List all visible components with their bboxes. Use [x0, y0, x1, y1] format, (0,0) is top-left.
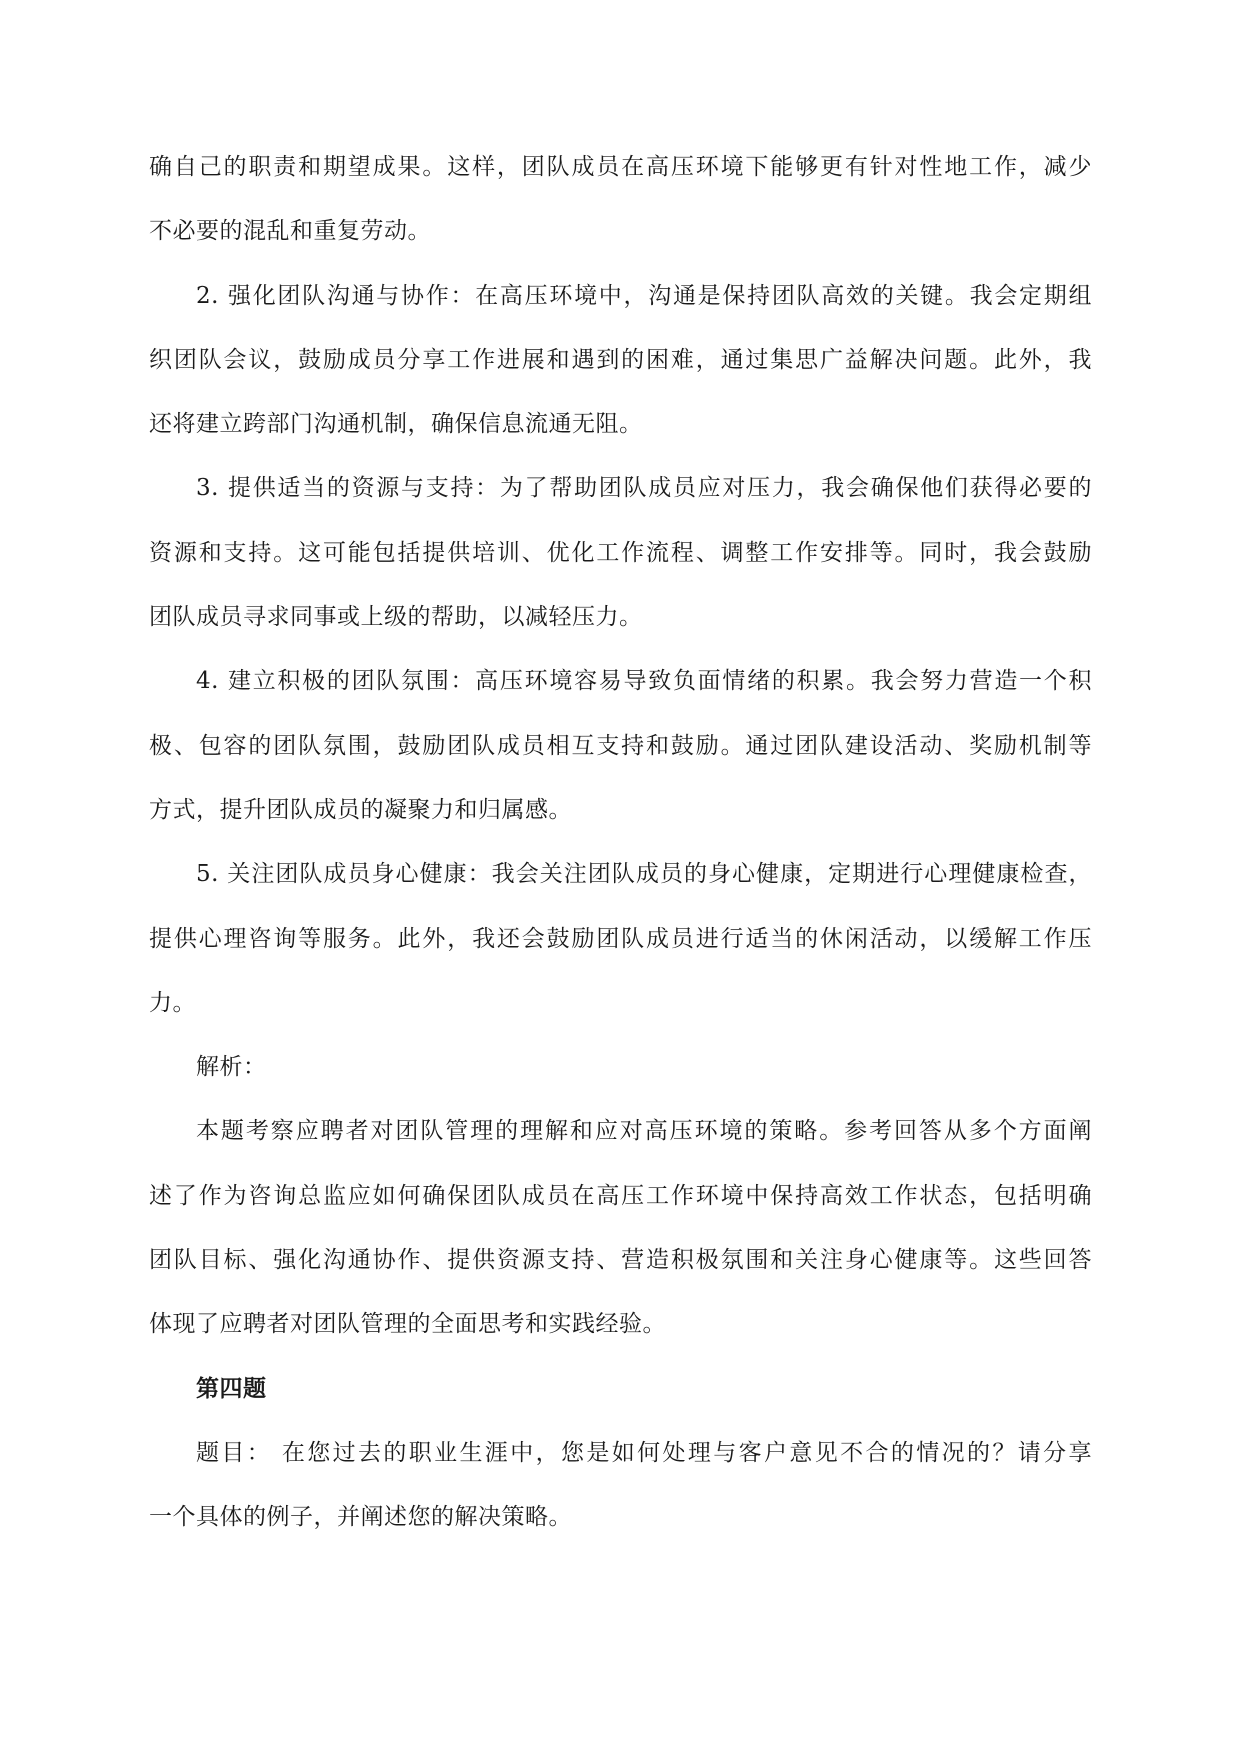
list-item-5-line: 5. 关注团队成员身心健康：我会关注团队成员的身心健康，定期进行心理健康检查，: [196, 861, 1092, 888]
section-heading: 第四题: [196, 1374, 267, 1402]
body-line: 团队成员寻求同事或上级的帮助，以减轻压力。: [149, 604, 643, 631]
analysis-label: 解析：: [196, 1054, 267, 1081]
document-body: [149, 135, 1092, 1550]
body-line: 织团队会议，鼓励成员分享工作进展和遇到的困难，通过集思广益解决问题。此外，我: [149, 346, 1092, 373]
list-item-4-line: 4. 建立积极的团队氛围：高压环境容易导致负面情绪的积累。我会努力营造一个积: [196, 668, 1092, 695]
body-line: 力。: [149, 989, 196, 1016]
body-line: 确自己的职责和期望成果。这样，团队成员在高压环境下能够更有针对性地工作，减少: [149, 154, 1092, 180]
list-item-2-line: 2. 强化团队沟通与协作：在高压环境中，沟通是保持团队高效的关键。我会定期组: [196, 282, 1092, 309]
analysis-line: 团队目标、强化沟通协作、提供资源支持、营造积极氛围和关注身心健康等。这些回答: [149, 1247, 1092, 1274]
body-line: 资源和支持。这可能包括提供培训、优化工作流程、调整工作安排等。同时，我会鼓励: [149, 539, 1092, 566]
body-line: 还将建立跨部门沟通机制，确保信息流通无阻。: [149, 411, 643, 438]
body-line: 提供心理咨询等服务。此外，我还会鼓励团队成员进行适当的休闲活动，以缓解工作压: [149, 925, 1092, 952]
analysis-line: 述了作为咨询总监应如何确保团队成员在高压工作环境中保持高效工作状态，包括明确: [149, 1182, 1092, 1209]
body-line: 不必要的混乱和重复劳动。: [149, 218, 431, 245]
body-line: 方式，提升团队成员的凝聚力和归属感。: [149, 796, 572, 823]
body-line: 极、包容的团队氛围，鼓励团队成员相互支持和鼓励。通过团队建设活动、奖励机制等: [149, 732, 1092, 759]
analysis-line: 体现了应聘者对团队管理的全面思考和实践经验。: [149, 1311, 666, 1338]
question-line: 一个具体的例子，并阐述您的解决策略。: [149, 1504, 572, 1531]
question-line: 题目： 在您过去的职业生涯中，您是如何处理与客户意见不合的情况的？请分享: [196, 1439, 1092, 1466]
analysis-line: 本题考察应聘者对团队管理的理解和应对高压环境的策略。参考回答从多个方面阐: [196, 1118, 1092, 1145]
list-item-3-line: 3. 提供适当的资源与支持：为了帮助团队成员应对压力，我会确保他们获得必要的: [196, 475, 1092, 502]
